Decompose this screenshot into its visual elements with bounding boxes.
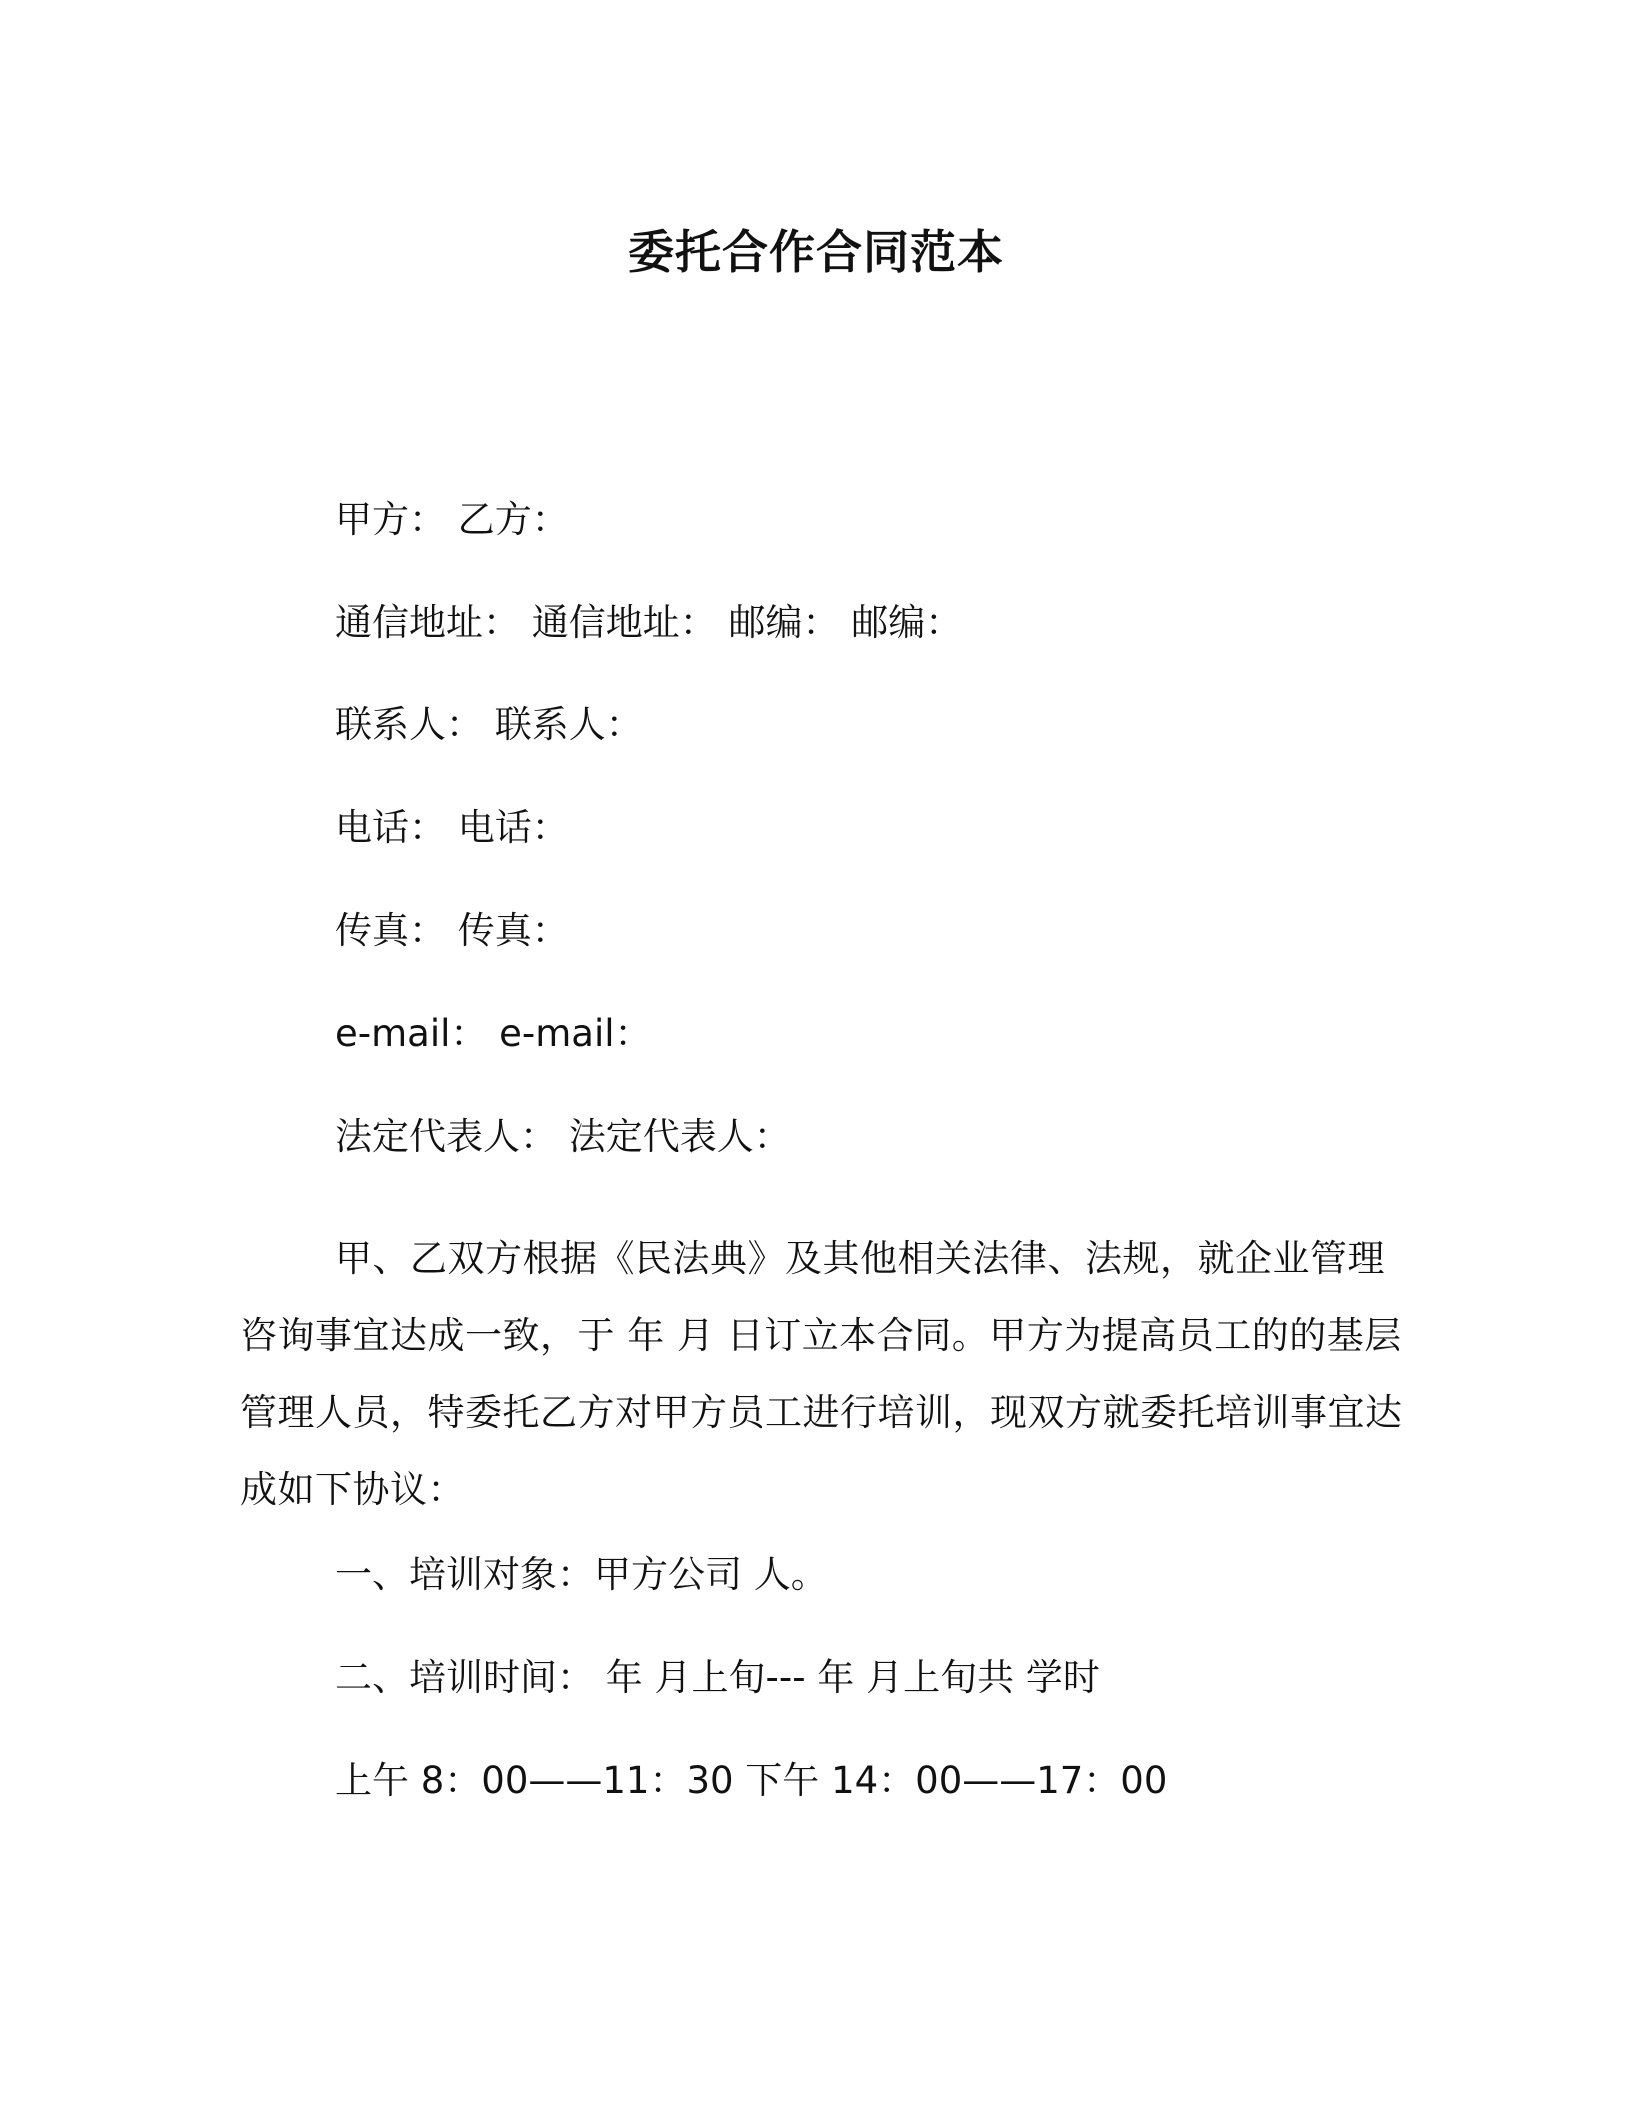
field-fax: 传真： 传真： xyxy=(335,909,569,952)
field-contact-person: 联系人： 联系人： xyxy=(335,703,643,746)
field-party-names: 甲方： 乙方： xyxy=(335,498,569,541)
field-email: e-mail： e-mail： xyxy=(335,1012,652,1055)
field-legal-representative: 法定代表人： 法定代表人： xyxy=(335,1115,791,1158)
field-address-postcode: 通信地址： 通信地址： 邮编： 邮编： xyxy=(335,601,963,644)
clause-training-time: 二、培训时间： 年 月上旬--- 年 月上旬共 学时 xyxy=(335,1656,1100,1699)
clause-training-target: 一、培训对象：甲方公司 人。 xyxy=(335,1553,828,1596)
intro-paragraph: 甲、乙双方根据《民法典》及其他相关法律、法规，就企业管理咨询事宜达成一致，于 年 月 日订立本合同。甲方为提高员工的的基层管理人员，特委托乙方对甲方员工进行培训，现双方就委托培训事宜达成如下协议： xyxy=(240,1237,1403,1511)
document-title: 委托合作合同范本 xyxy=(628,225,1004,279)
field-phone: 电话： 电话： xyxy=(335,806,569,849)
clause-training-schedule: 上午 8：00——11：30 下午 14：00——17：00 xyxy=(335,1759,1168,1802)
